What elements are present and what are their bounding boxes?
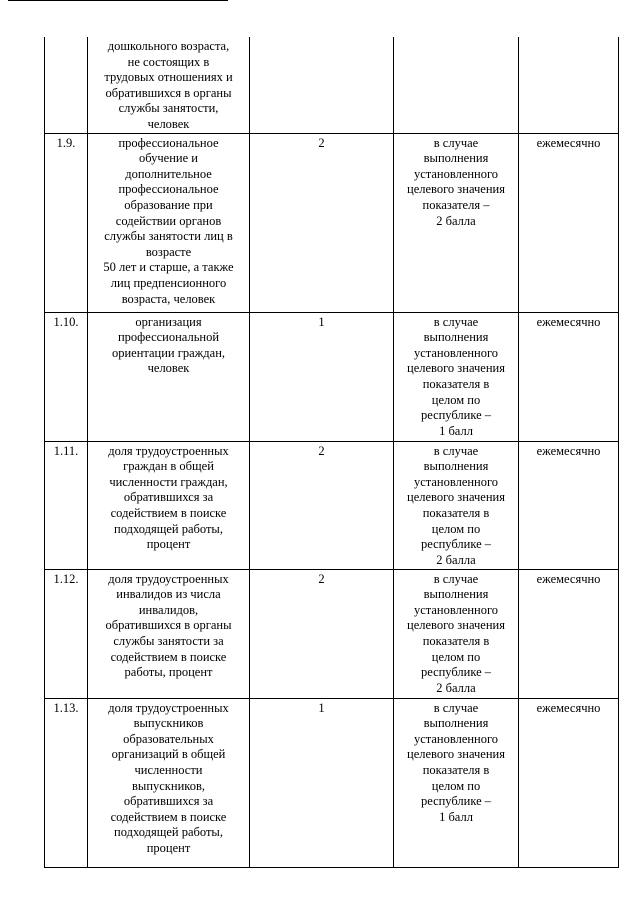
indicator-description-cell: дошкольного возраста, не состоящих в трудовых отношениях и обратившихся в органы службы занятости, человек (88, 37, 250, 133)
score-cell (250, 37, 394, 133)
indicator-description-cell: организация профессиональной ориентации граждан, человек (88, 312, 250, 441)
frequency-cell: ежемесячно (519, 312, 619, 441)
table-row (45, 133, 619, 312)
score-cell: 2 (250, 441, 394, 569)
row-number-cell: 1.11. (45, 441, 88, 569)
condition-cell: в случае выполнения установленного целевого значения показателя – 2 балла (394, 133, 519, 312)
score-cell: 2 (250, 569, 394, 698)
frequency-cell: ежемесячно (519, 133, 619, 312)
condition-cell: в случае выполнения установленного целевого значения показателя в целом по республике – 2 балла (394, 569, 519, 698)
row-number-cell: 1.10. (45, 312, 88, 441)
condition-cell: в случае выполнения установленного целевого значения показателя в целом по республике – 1 балл (394, 698, 519, 867)
frequency-cell: ежемесячно (519, 441, 619, 569)
indicator-description-cell: доля трудоустроенных граждан в общей численности граждан, обратившихся за содействием в поиске подходящей работы, процент (88, 441, 250, 569)
indicator-description-cell: доля трудоустроенных выпускников образовательных организаций в общей численности выпускников, обратившихся за содействием в поиске подходящей работы, процент (88, 698, 250, 867)
table-row (45, 441, 619, 569)
condition-cell: в случае выполнения установленного целевого значения показателя в целом по республике – 2 балла (394, 441, 519, 569)
indicators-table (44, 37, 619, 868)
table-row (45, 37, 619, 133)
row-number-cell (45, 37, 88, 133)
row-number-cell: 1.13. (45, 698, 88, 867)
indicator-description-cell: доля трудоустроенных инвалидов из числа инвалидов, обратившихся в органы службы занятости за содействием в поиске работы, процент (88, 569, 250, 698)
frequency-cell: ежемесячно (519, 698, 619, 867)
indicator-description-cell: профессиональное обучение и дополнительное профессиональное образование при содействии органов службы занятости лиц в возрасте 50 лет и старше, а также лиц предпенсионного возраста, человек (88, 133, 250, 312)
table-row (45, 312, 619, 441)
score-cell: 1 (250, 312, 394, 441)
condition-cell (394, 37, 519, 133)
table-row (45, 569, 619, 698)
header-rule (8, 0, 228, 1)
score-cell: 1 (250, 698, 394, 867)
frequency-cell: ежемесячно (519, 569, 619, 698)
frequency-cell (519, 37, 619, 133)
condition-cell: в случае выполнения установленного целевого значения показателя в целом по республике – 1 балл (394, 312, 519, 441)
table-row (45, 698, 619, 867)
row-number-cell: 1.9. (45, 133, 88, 312)
score-cell: 2 (250, 133, 394, 312)
row-number-cell: 1.12. (45, 569, 88, 698)
